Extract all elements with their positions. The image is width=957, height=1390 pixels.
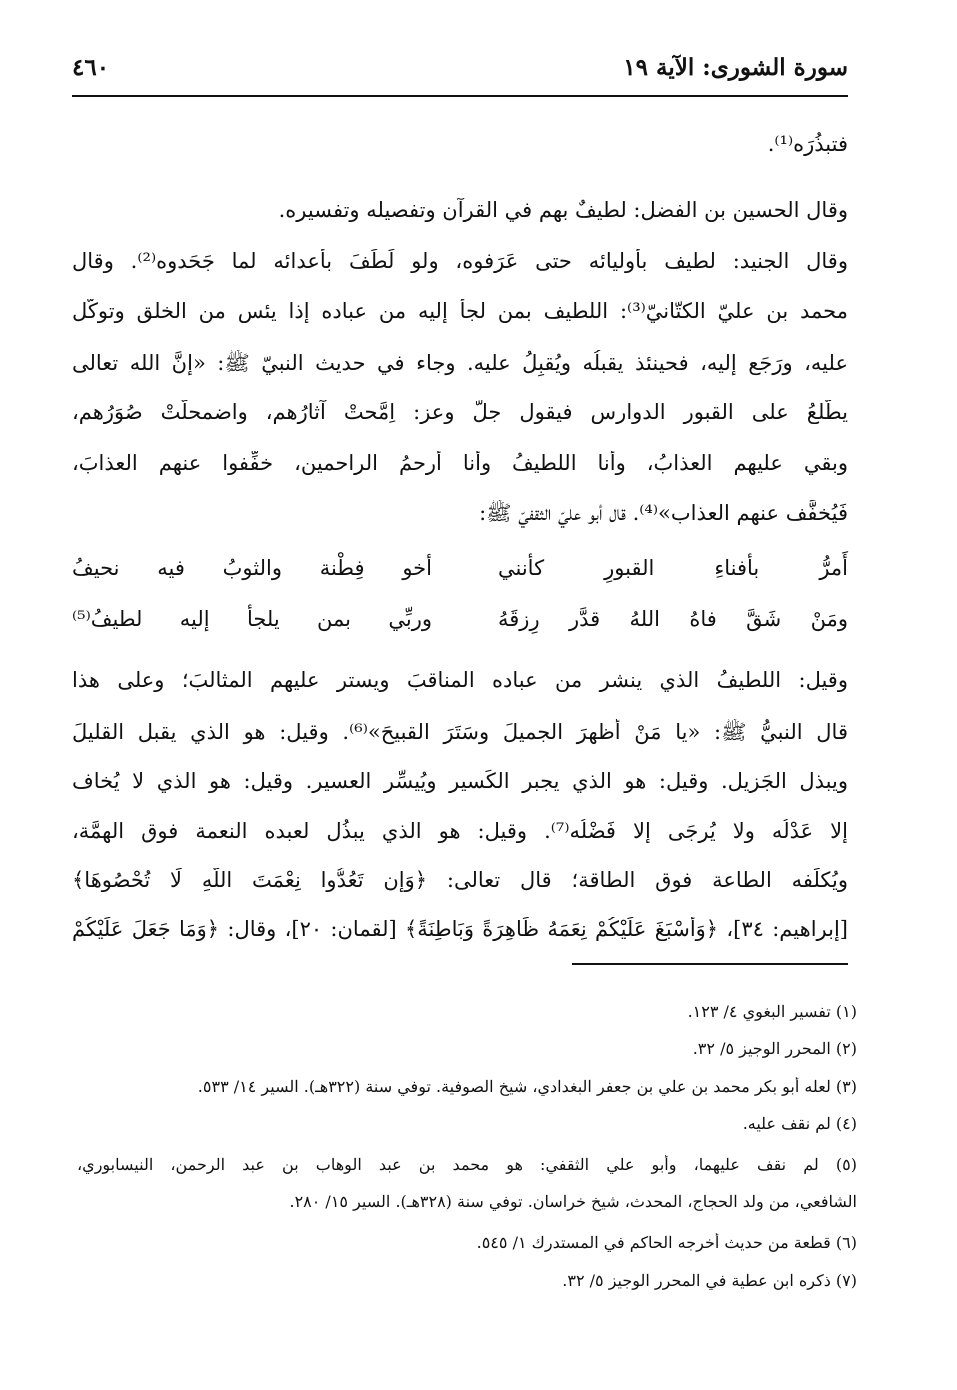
poem-verse [72,556,848,596]
body-line: يطَّلعُ على القبور الدوارس فيقول جلّ وعز: اِمَّحتْ آثارُهم، واضمحلّتْ صُوَرُهم، [72,400,848,424]
running-title: سورة الشورى: الآية ١٩ [623,54,848,81]
body-line: فَيُخفَّف عنهم العذاب»⁽⁴⁾. قال أبو عليّ الثقفيّ ﷺ: [479,501,848,525]
body-line: محمد بن عليّ الكتّانيّ⁽³⁾: اللطيف بمن لجأ إليه من عباده إذا يئس من الخلق وتوكّل [72,299,848,323]
footnote-separator [572,963,848,965]
hemistich-second: أخو فِطْنة والثوبُ فيه نحيفُ [72,556,432,580]
body-line: وقال الحسين بن الفضل: لطيفٌ بهم في القرآن وتفصيله وتفسيره. [278,198,848,222]
hemistich-second: وربِّي بمن يلجأ إليه لطيفُ⁽⁵⁾ [72,607,432,631]
header-rule [72,95,848,97]
body-line: ويُكلِّفه الطاعة فوق الطاقة؛ قال تعالى: ﴿وَإِن تَعُدُّوا نِعْمَتَ اللَّهِ لَا تُحْصُوهَا﴾ [72,868,848,892]
body-line: ويبذل الجَزيل. وقيل: هو الذي يجبر الكَسير ويُيسِّر العسير. وقيل: هو الذي لا يُخاف [72,769,848,793]
body-line: وقال الجنيد: لطيف بأوليائه حتى عَرَفوه، ولو لَطَفَ بأعدائه لما جَحَدوه⁽²⁾. وقال [72,249,848,273]
body-line: فتبذُرَه⁽¹⁾. [767,132,848,156]
footnote: (٧) ذكره ابن عطية في المحرر الوجيز ٥/ ٣٢. [562,1271,857,1290]
footnote: (١) تفسير البغوي ٤/ ١٢٣. [687,1002,857,1021]
footnote: (٦) قطعة من حديث أخرجه الحاكم في المستدرك ١/ ٥٤٥. [476,1233,857,1252]
footnote: (٥) لم نقف عليهما، وأبو علي الثقفي: هو محمد بن عبد الوهاب بن عبد الرحمن، النيسابوري، [77,1155,857,1174]
body-line: قال النبيُّ ﷺ: «يا مَنْ أظهرَ الجميلَ وسَتَرَ القبيحَ»⁽⁶⁾. وقيل: هو الذي يقبل القليلَ [72,720,848,744]
footnote-continuation: الشافعي، من ولد الحجاج، المحدث، شيخ خراسان. توفي سنة (٣٢٨هـ). السير ١٥/ ٢٨٠. [289,1192,857,1211]
footnote: (٣) لعله أبو بكر محمد بن علي بن جعفر البغدادي، شيخ الصوفية. توفي سنة (٣٢٢هـ). السير ١٤/ ٥٣٣. [197,1077,857,1096]
hemistich-first: أَمرُّ بأفناءِ القبورِ كأنني [498,556,848,580]
body-line: وبقي عليهم العذابُ، وأنا اللطيفُ وأنا أرحمُ الراحمين، خفِّفوا عنهم العذابَ، [72,451,848,475]
body-line: وقيل: اللطيفُ الذي ينشر من عباده المناقبَ ويستر عليهم المثالبَ؛ وعلى هذا [72,668,848,692]
footnote: (٤) لم نقف عليه. [742,1114,857,1133]
body-line: [إبراهيم: ٣٤]، ﴿وَأَسْبَغَ عَلَيْكُمْ نِعَمَهُ ظَاهِرَةً وَبَاطِنَةً﴾ [لقمان: ٢٠]، وقال: ﴿وَمَا جَعَلَ عَلَيْكُمْ [72,917,848,941]
body-line: عليه، ورَجَع إليه، فحينئذ يقبلُه ويُقبِلُ عليه. وجاء في حديث النبيّ ﷺ: «إنَّ الله تعالى [72,351,848,375]
body-line: إلا عَدْلُه ولا يُرجَى إلا فَضْلُه⁽⁷⁾. وقيل: هو الذي يبذُل لعبده النعمة فوق الهِمَّة، [72,819,848,843]
footnote: (٢) المحرر الوجيز ٥/ ٣٢. [692,1039,857,1058]
page-number: ٤٦٠ [72,54,110,81]
poem-verse [72,607,848,647]
hemistich-first: ومَنْ شَقَّ فاهُ اللهُ قدَّر رِزقَهُ [498,607,848,631]
page-header [72,50,848,96]
